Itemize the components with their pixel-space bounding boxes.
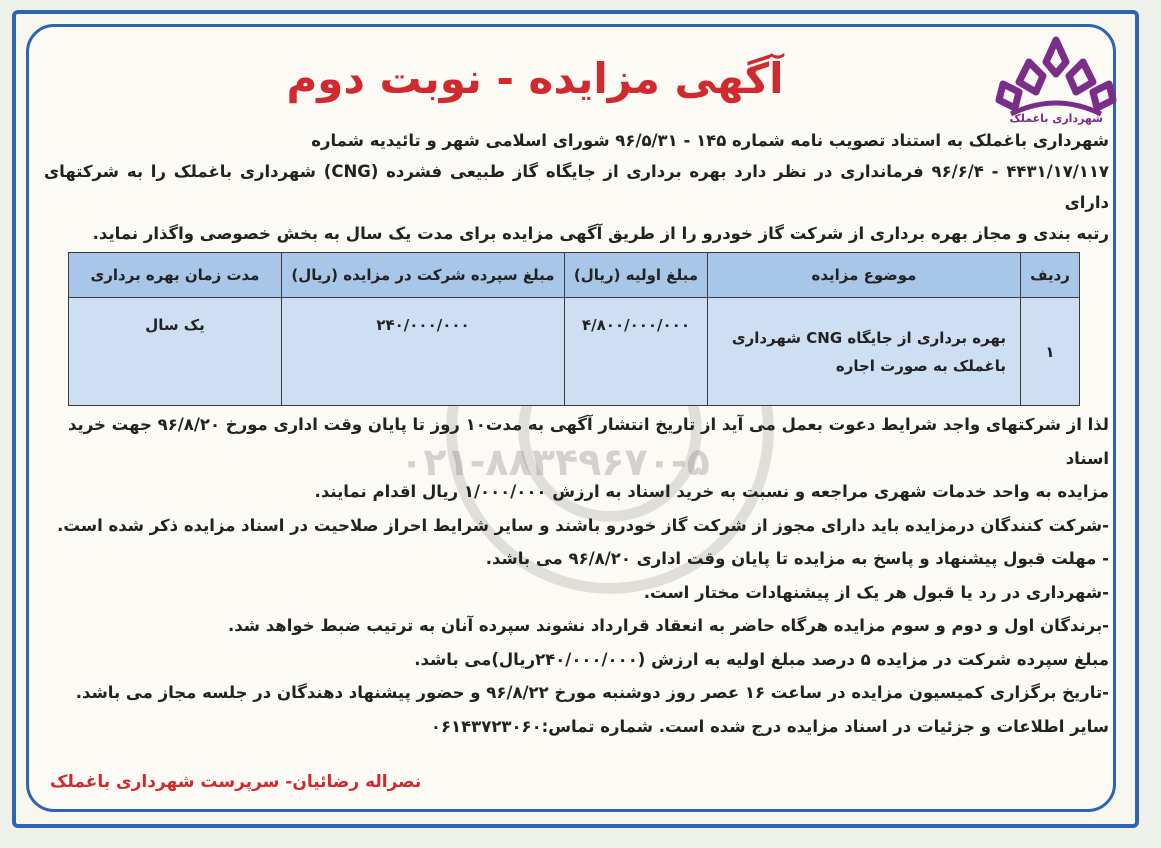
intro-line: ۴۴۳۱/۱۷/۱۱۷ - ۹۶/۶/۴ فرمانداری در نظر دارد بهره برداری از جایگاه گاز طبیعی فشرده (CNG) شهرداری باغملک را به شرکتهای دارای xyxy=(44,162,1110,212)
subject-line: باغملک به صورت اجاره xyxy=(835,356,1006,375)
condition-line: -تاریخ برگزاری کمیسیون مزایده در ساعت ۱۶ عصر روز دوشنبه مورخ ۹۶/۸/۲۲ و حضور پیشنهاد دهندگان در جلسه مجاز می باشد. xyxy=(75,683,1109,702)
intro-line: شهرداری باغملک به استناد تصویب نامه شماره ۱۴۵ - ۹۶/۵/۳۱ شورای اسلامی شهر و تائیدیه شماره xyxy=(311,131,1109,150)
watermark-phone: ۰۲۱-۸۸۳۴۹۶۷۰-۵ xyxy=(400,440,710,484)
cell-initial-price: ۴/۸۰۰/۰۰۰/۰۰۰ xyxy=(565,298,708,406)
cell-index: ۱ xyxy=(1021,298,1080,406)
header-deposit: مبلغ سپرده شرکت در مزایده (ریال) xyxy=(282,253,565,298)
condition-line: سایر اطلاعات و جزئیات در اسناد مزایده درج شده است. شماره تماس:۰۶۱۴۳۷۲۳۰۶۰ xyxy=(430,716,1109,736)
condition-line: لذا از شرکتهای واجد شرایط دعوت بعمل می آید از تاریخ انتشار آگهی به مدت۱۰ روز تا پایان وقت اداری مورخ ۹۶/۸/۲۰ جهت خرید اسناد xyxy=(68,415,1109,468)
condition-line: -شرکت کنندگان درمزایده باید دارای مجوز از شرکت گاز خودرو باشند و سایر شرایط احراز صلاحیت در اسناد مزایده ذکر شده است. xyxy=(57,515,1109,535)
condition-line: -شهرداری در رد یا قبول هر یک از پیشنهادات مختار است. xyxy=(643,582,1109,602)
condition-line: - مهلت قبول پیشنهاد و پاسخ به مزایده تا پایان وقت اداری ۹۶/۸/۲۰ می باشد. xyxy=(485,549,1109,568)
header-initial-price: مبلغ اولیه (ریال) xyxy=(565,253,708,298)
logo-caption: شهرداری باغملک xyxy=(1009,112,1103,125)
cell-duration: یک سال xyxy=(69,298,282,406)
signature: نصراله رضائیان- سرپرست شهرداری باغملک xyxy=(50,772,422,792)
page-title: آگهی مزایده - نوبت دوم xyxy=(286,54,784,103)
subject-line: بهره برداری از جایگاه CNG شهرداری xyxy=(731,328,1006,347)
condition-line: مبلغ سپرده شرکت در مزایده ۵ درصد مبلغ اولیه به ارزش (۲۴۰/۰۰۰/۰۰۰ریال)می باشد. xyxy=(414,649,1109,669)
table-header-row xyxy=(69,253,1080,298)
conditions-text xyxy=(44,408,1109,743)
header-index: ردیف xyxy=(1021,253,1080,298)
condition-line: مزایده به واحد خدمات شهری مراجعه و نسبت به خرید اسناد به ارزش ۱/۰۰۰/۰۰۰ ریال اقدام نمایند. xyxy=(314,482,1109,501)
intro-paragraph xyxy=(44,125,1109,249)
intro-line: رتبه بندی و مجاز بهره برداری از شرکت گاز خودرو را از طریق آگهی مزایده برای مدت یک سال به بخش خصوصی واگذار نماید. xyxy=(92,224,1109,243)
header-subject: موضوع مزایده xyxy=(708,253,1021,298)
cell-deposit: ۲۴۰/۰۰۰/۰۰۰ xyxy=(282,298,565,406)
table-row xyxy=(69,298,1080,406)
auction-table xyxy=(68,252,1080,406)
cell-subject xyxy=(708,298,1021,406)
header-duration: مدت زمان بهره برداری xyxy=(69,253,282,298)
condition-line: -برندگان اول و دوم و سوم مزایده هرگاه حاضر به انعقاد قرارداد نشوند سپرده آنان به ترتیب ضبط خواهد شد. xyxy=(227,616,1109,635)
